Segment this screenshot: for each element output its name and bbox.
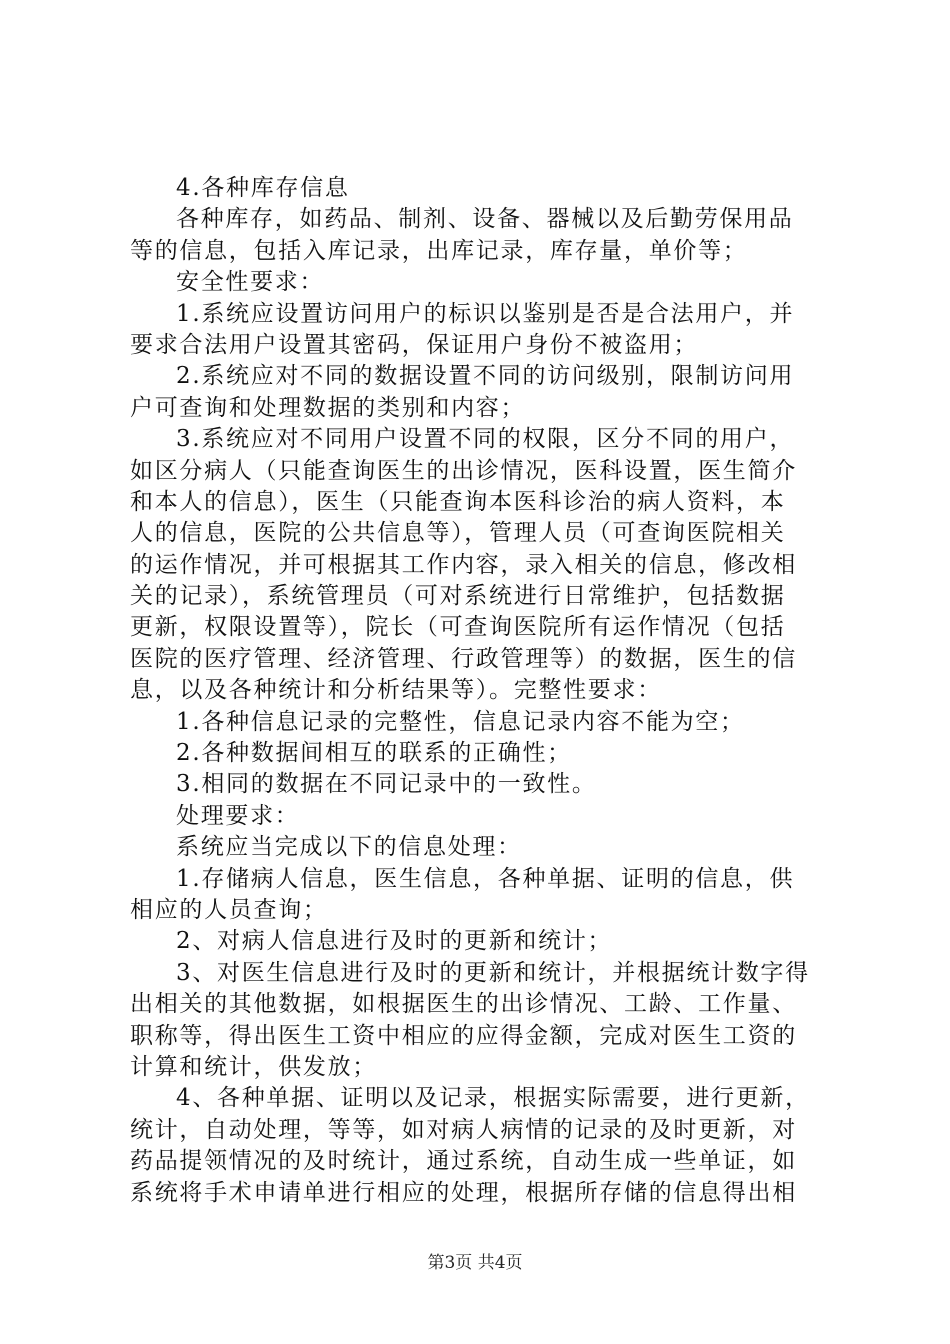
page-number-footer: 第3页 共4页: [427, 1253, 523, 1273]
paragraph-line: 职称等，得出医生工资中相应的应得金额，完成对医生工资的: [130, 1022, 797, 1049]
paragraph-line: 和本人的信息），医生（只能查询本医科诊治的病人资料，本: [130, 488, 786, 515]
paragraph-line: 更新，权限设置等），院长（可查询医院所有运作情况（包括: [130, 614, 786, 641]
section-heading-processing: 处理要求：: [176, 802, 300, 829]
paragraph-line: 人的信息，医院的公共信息等），管理人员（可查询医院相关: [130, 520, 786, 547]
paragraph-line: 2.系统应对不同的数据设置不同的访问级别，限制访问用: [176, 363, 795, 390]
body-text: [130, 173, 835, 1209]
paragraph-line: 药品提领情况的及时统计，通过系统，自动生成一些单证，如: [130, 1148, 797, 1175]
paragraph-line: 统计，自动处理，等等，如对病人病情的记录的及时更新，对: [130, 1116, 797, 1143]
paragraph-line: 医院的医疗管理、经济管理、行政管理等）的数据，医生的信: [130, 645, 797, 672]
paragraph-line: 等的信息，包括入库记录，出库记录，库存量，单价等；: [130, 237, 748, 264]
paragraph-line: 要求合法用户设置其密码，保证用户身份不被盗用；: [130, 331, 699, 358]
paragraph-line: 2.各种数据间相互的联系的正确性；: [176, 740, 572, 767]
paragraph-line: 计算和统计，供发放；: [130, 1053, 377, 1080]
paragraph-line: 的运作情况，并可根据其工作内容，录入相关的信息，修改相: [130, 551, 797, 578]
paragraph-line: 1.系统应设置访问用户的标识以鉴别是否是合法用户，并: [176, 300, 795, 327]
paragraph-line: 3.系统应对不同用户设置不同的权限，区分不同的用户，: [176, 426, 795, 453]
paragraph-line: 4、各种单据、证明以及记录，根据实际需要，进行更新，: [176, 1085, 810, 1112]
paragraph-line: 2、对病人信息进行及时的更新和统计；: [176, 928, 613, 955]
paragraph-line: 息，以及各种统计和分析结果等）。完整性要求：: [130, 677, 662, 704]
paragraph-line: 相应的人员查询；: [130, 896, 328, 923]
paragraph-line: 3、对医生信息进行及时的更新和统计，并根据统计数字得: [176, 959, 810, 986]
paragraph-line: 如区分病人（只能查询医生的出诊情况，医科设置，医生简介: [130, 457, 797, 484]
paragraph-line: 户可查询和处理数据的类别和内容；: [130, 394, 526, 421]
paragraph-line: 系统应当完成以下的信息处理：: [176, 834, 522, 861]
paragraph-line: 出相关的其他数据，如根据医生的出诊情况、工龄、工作量、: [130, 991, 797, 1018]
section-heading-security: 安全性要求：: [176, 269, 325, 296]
paragraph-line: 1.存储病人信息，医生信息，各种单据、证明的信息，供: [176, 865, 795, 892]
paragraph-line: 各种库存，如药品、制剂、设备、器械以及后勤劳保用品: [176, 206, 794, 233]
paragraph-line: 系统将手术申请单进行相应的处理，根据所存储的信息得出相: [130, 1179, 797, 1206]
section-heading-inventory: 4.各种库存信息: [176, 175, 350, 201]
paragraph-line: 1.各种信息记录的完整性，信息记录内容不能为空；: [176, 708, 745, 735]
paragraph-line: 关的记录），系统管理员（可对系统进行日常维护，包括数据: [130, 583, 786, 610]
paragraph-line: 3.相同的数据在不同记录中的一致性。: [176, 771, 597, 798]
